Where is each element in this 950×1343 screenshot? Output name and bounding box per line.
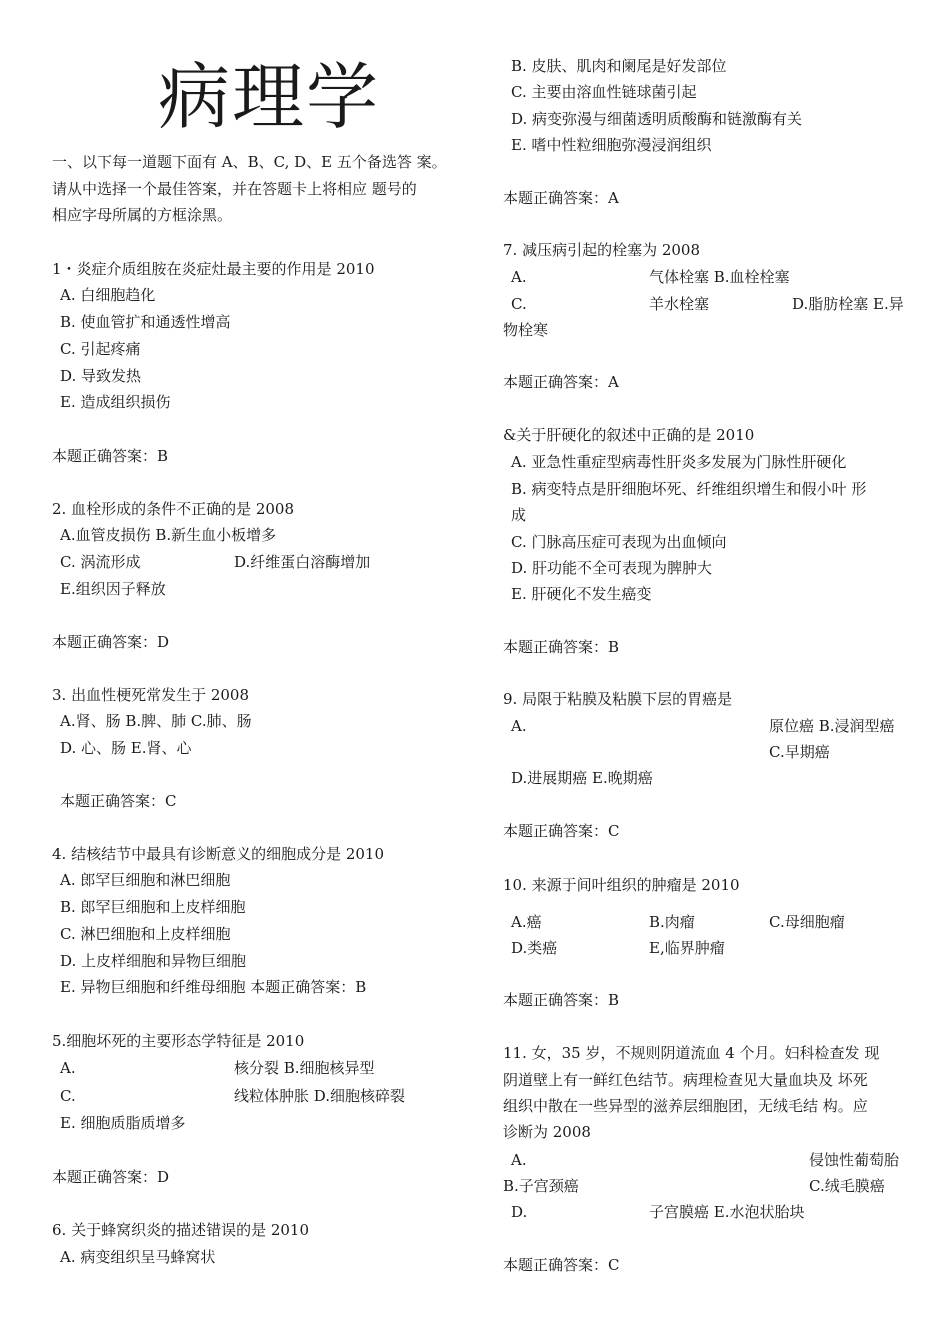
option: E. 细胞质脂质增多 xyxy=(60,1114,186,1132)
question-stem: 5.细胞坏死的主要形态学特征是 2010 xyxy=(52,1032,305,1050)
question-stem: 4. 结核结节中最具有诊断意义的细胞成分是 2010 xyxy=(52,845,385,863)
intro-line: 一、以下每一道题下面有 A、B、C, D、E 五个备选答 案。 xyxy=(52,153,447,171)
intro-line: 请从中选择一个最佳答案，并在答题卡上将相应 题号的 xyxy=(52,180,417,198)
option: 物栓寒 xyxy=(503,321,549,339)
option: E.组织因子释放 xyxy=(60,580,166,598)
question-stem: 6. 关于蜂窝织炎的描述错误的是 2010 xyxy=(52,1221,310,1239)
option-label: A. xyxy=(511,268,527,286)
option: 线粒体肿胀 D.细胞核碎裂 xyxy=(234,1087,406,1105)
option: 侵蚀性葡萄胎 xyxy=(809,1151,900,1169)
option: C.绒毛膜癌 xyxy=(809,1177,885,1195)
option: D.纤维蛋白溶酶增加 xyxy=(234,553,371,571)
question-stem: 阴道壁上有一鲜红色结节。病理检查见大量血块及 坏死 xyxy=(503,1071,868,1089)
option: C. 主要由溶血性链球菌引起 xyxy=(511,83,697,101)
option: D.脂肪栓塞 E.异 xyxy=(792,295,904,313)
option-label: A. xyxy=(511,717,527,735)
intro-line: 相应字母所属的方框涂黑。 xyxy=(52,206,233,224)
option-row: A.血管皮损伤 B.新生血小板增多 xyxy=(60,526,277,544)
question-stem: &关于肝硬化的叙述中正确的是 2010 xyxy=(503,426,755,444)
option-label: C. xyxy=(511,295,527,313)
option: C. 门脉高压症可表现为出血倾向 xyxy=(511,533,727,551)
option: C.早期癌 xyxy=(769,743,830,761)
option: E. 肝硬化不发生癌变 xyxy=(511,585,652,603)
option: A. 病变组织呈马蜂窝状 xyxy=(60,1248,216,1266)
question-stem: 组织中散在一些异型的滋养层细胞团，无绒毛结 构。应 xyxy=(503,1097,868,1115)
option: C. 淋巴细胞和上皮样细胞 xyxy=(60,925,231,943)
option: D. 肝功能不全可表现为脾肿大 xyxy=(511,559,713,577)
option: 原位癌 B.浸润型癌 xyxy=(769,717,895,735)
answer-line: 本题正确答案：B xyxy=(503,991,620,1009)
question-stem: 9. 局限于粘膜及粘膜下层的胃癌是 xyxy=(503,690,733,708)
option: B. 使血管扩和通透性增高 xyxy=(60,313,231,331)
page-title: 病理学 xyxy=(158,55,381,139)
option-row: A.肾、肠 B.脾、肺 C.肺、肠 xyxy=(60,712,252,730)
option: B. 病变特点是肝细胞坏死、纤维组织增生和假小叶 形 xyxy=(511,480,867,498)
question-stem: 11. 女，35 岁，不规则阴道流血 4 个月。妇科检查发 现 xyxy=(503,1044,880,1062)
question-stem: 7. 减压病引起的栓塞为 2008 xyxy=(503,241,701,259)
option: D.类癌 xyxy=(511,939,558,957)
option-row: D. 心、肠 E.肾、心 xyxy=(60,739,192,757)
option-label: C. xyxy=(60,1087,76,1105)
option: B.子宫颈癌 xyxy=(503,1177,579,1195)
answer-line: 本题正确答案：A xyxy=(503,189,619,207)
option: B. 皮肤、肌肉和阑尾是好发部位 xyxy=(511,57,727,75)
option-label: D. xyxy=(511,1203,528,1221)
answer-line: 本题正确答案：D xyxy=(52,1168,170,1186)
option: B. 郎罕巨细胞和上皮样细胞 xyxy=(60,898,246,916)
option: A. 白细胞趋化 xyxy=(60,286,156,304)
option: E. 嗜中性粒细胞弥漫浸润组织 xyxy=(511,136,712,154)
option: A.癌 xyxy=(511,913,542,931)
option-label: A. xyxy=(60,1059,76,1077)
option: 子宫膜癌 E.水泡状胎块 xyxy=(649,1203,805,1221)
question-stem: 诊断为 2008 xyxy=(503,1123,591,1141)
option-label: A. xyxy=(511,1151,527,1169)
answer-line: 本题正确答案：C xyxy=(60,792,177,810)
answer-line: 本题正确答案：A xyxy=(503,373,619,391)
option: 羊水栓塞 xyxy=(649,295,710,313)
answer-line: 本题正确答案：B xyxy=(503,638,620,656)
option: E. 异物巨细胞和纤维母细胞 本题正确答案：B xyxy=(60,978,367,996)
option: B.肉瘤 xyxy=(649,913,695,931)
option: 核分裂 B.细胞核异型 xyxy=(234,1059,375,1077)
option: A. 郎罕巨细胞和淋巴细胞 xyxy=(60,871,231,889)
option: D. 病变弥漫与细菌透明质酸酶和链激酶有关 xyxy=(511,110,803,128)
question-stem: 1・炎症介质组胺在炎症灶最主要的作用是 2010 xyxy=(52,260,375,278)
question-stem: 2. 血栓形成的条件不正确的是 2008 xyxy=(52,500,295,518)
option-row: D.进展期癌 E.晚期癌 xyxy=(511,769,653,787)
answer-line: 本题正确答案：C xyxy=(503,1256,620,1274)
option: A. 亚急性重症型病毒性肝炎多发展为门脉性肝硬化 xyxy=(511,453,847,471)
option: C. 涡流形成 xyxy=(60,553,141,571)
option: D. 导致发热 xyxy=(60,367,142,385)
question-stem: 10. 来源于间叶组织的肿瘤是 2010 xyxy=(503,876,740,894)
option: C. 引起疼痛 xyxy=(60,340,141,358)
option: E,临界肿瘤 xyxy=(649,939,725,957)
answer-line: 本题正确答案：C xyxy=(503,822,620,840)
option: 成 xyxy=(511,506,527,524)
answer-line: 本题正确答案：B xyxy=(52,447,169,465)
option: C.母细胞瘤 xyxy=(769,913,845,931)
option: D. 上皮样细胞和异物巨细胞 xyxy=(60,952,247,970)
answer-line: 本题正确答案：D xyxy=(52,633,170,651)
question-stem: 3. 出血性梗死常发生于 2008 xyxy=(52,686,250,704)
option: 气体栓塞 B.血栓栓塞 xyxy=(649,268,790,286)
option: E. 造成组织损伤 xyxy=(60,393,171,411)
